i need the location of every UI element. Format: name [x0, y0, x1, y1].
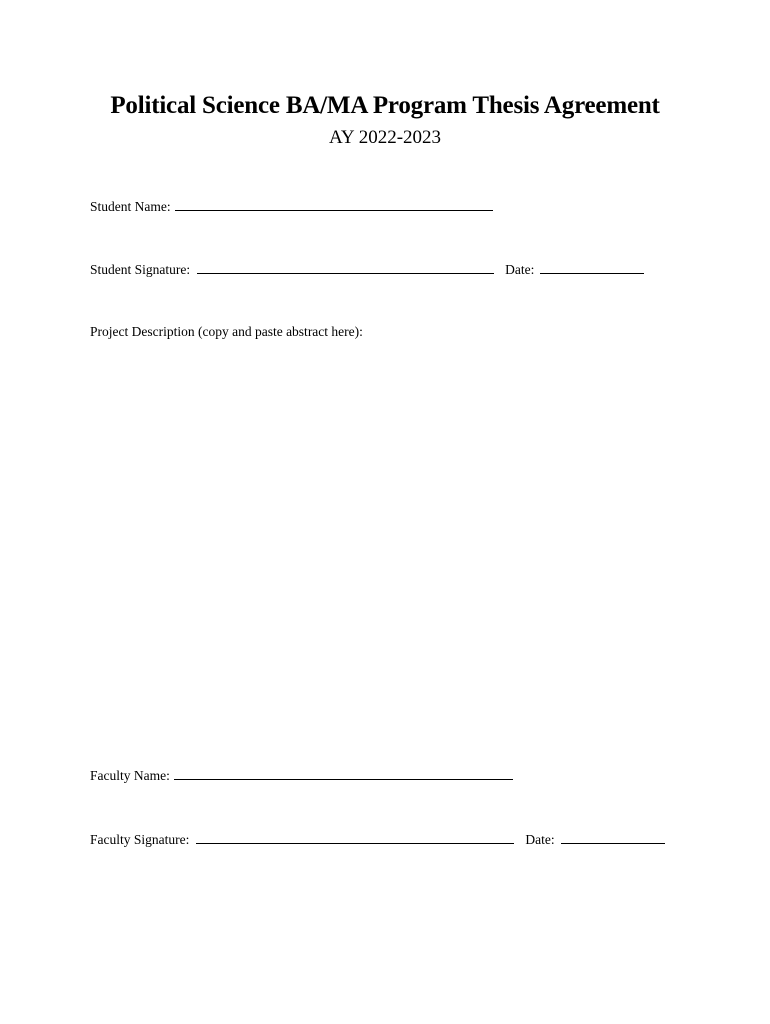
academic-year: AY 2022-2023 — [328, 127, 442, 148]
faculty-signature-row — [90, 831, 665, 848]
faculty-date-field[interactable] — [561, 831, 665, 844]
student-signature-row — [90, 261, 644, 278]
student-name-field[interactable] — [175, 198, 493, 211]
faculty-name-field[interactable] — [174, 767, 513, 780]
student-date-field[interactable] — [540, 261, 644, 274]
faculty-date-label: Date: — [525, 832, 555, 847]
document-title: Political Science BA/MA Program Thesis Agreement — [110, 92, 660, 119]
student-signature-label: Student Signature: — [90, 262, 191, 277]
faculty-signature-label: Faculty Signature: — [90, 832, 190, 847]
student-date-label: Date: — [505, 262, 535, 277]
faculty-name-label: Faculty Name: — [90, 768, 170, 783]
project-description-label: Project Description (copy and paste abstract here): — [90, 324, 363, 339]
faculty-signature-field[interactable] — [196, 831, 514, 844]
faculty-name-row — [90, 767, 513, 784]
student-name-row — [90, 198, 493, 215]
project-description-row — [90, 324, 363, 340]
student-name-label: Student Name: — [90, 199, 171, 214]
student-signature-field[interactable] — [197, 261, 494, 274]
